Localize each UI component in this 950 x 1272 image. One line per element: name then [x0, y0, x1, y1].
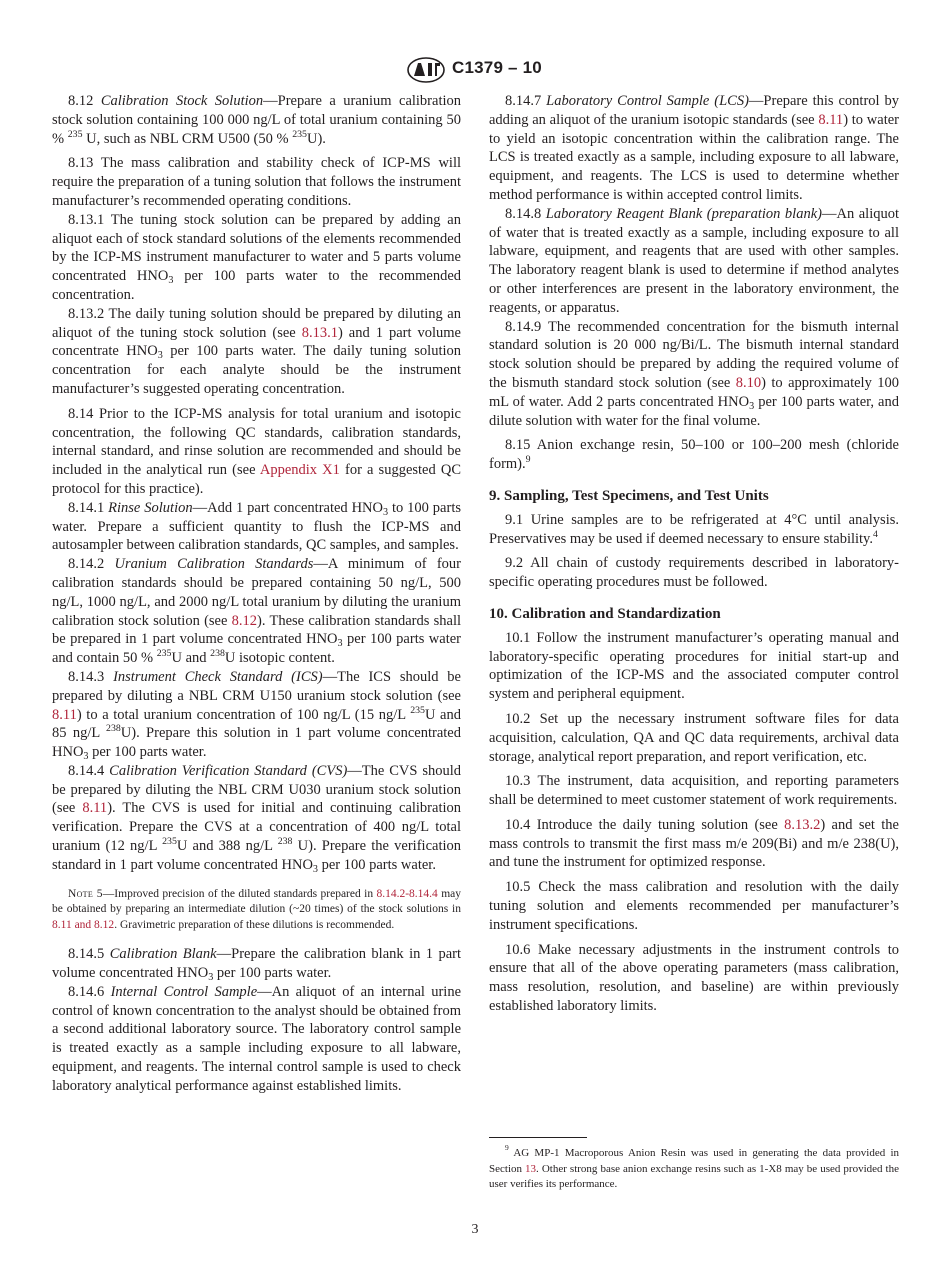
paragraph-10-6: 10.6 Make necessary adjustments in the instrument controls to ensure that all of the above operating parameters (mass calibration, mass resolution, resolution, and baseline) are within previously established laboratory limits. [489, 941, 899, 1015]
paragraph-8-14-2: 8.14.2 Uranium Calibration Standards—A minimum of four calibration standards should be prepared containing 50 ng/L, 500 ng/L, 1000 ng/L, and 2000 ng/L total uranium by diluting the uranium calibration stock solution (see 8.12). These calibration standards shall be prepared in 1 part volume concentrated $HNO_3$ per 100 parts water and contain 50 % $^{235}$U and $^{238}$U isotopic content. [52, 556, 461, 667]
note-5: Note 5—Improved precision of the diluted standards prepared in 8.14.2-8.14.4 may be obtained by preparing an intermediate dilution (~20 times) of the stock solutions in 8.11 and 8.12. Gravimetric preparation of these dilutions is recommended. [52, 887, 461, 931]
paragraph-8-14-5: 8.14.5 Calibration Blank—Prepare the calibration blank in 1 part volume concentrated $HNO_3$ per 100 parts water. [52, 946, 462, 983]
footnote-divider [489, 1137, 587, 1138]
paragraph-10-2: 10.2 Set up the necessary instrument software files for data acquisition, calculation, QA and QC data requirements, archival data storage, analytical report preparation, and report verification, etc. [489, 710, 899, 765]
page-number: 3 [471, 1222, 479, 1237]
footnote-ref-9[interactable]: 9 [525, 454, 531, 466]
paragraph-10-4: 10.4 Introduce the daily tuning solution (see 8.13.2) and set the mass controls to transmit the first mass m/e 209(Bi) and m/e 238(U), and tune the instrument for optimized response. [489, 816, 899, 871]
paragraph-8-14-1: 8.14.1 Rinse Solution—Add 1 part concentrated $HNO_3$ to 100 parts water. Prepare a sufficient quantity to flush the ICP-MS and autosampler between calibration standards, QC samples, and samples. [52, 499, 461, 554]
paragraph-9-2: 9.2 All chain of custody requirements described in laboratory-specific operating procedures must be followed. [489, 555, 899, 591]
paragraph-8-14-6: 8.14.6 Internal Control Sample—An aliquot of an internal urine control of known concentration to the analyst should be obtained from a second additional laboratory source. The laboratory control sample is treated exactly as a sample including exposure to all labware, equipment, and reagents. The internal control sample is used to check laboratory analytical performance against established limits. [52, 983, 462, 1094]
left-column [52, 92, 461, 1096]
section-heading-10: 10. Calibration and Standardization [489, 605, 721, 622]
xref-8-13-2-link[interactable]: 8.13.2 [784, 816, 821, 833]
paragraph-8-14-7: 8.14.7 Laboratory Control Sample (LCS)—Prepare this control by adding an aliquot of the uranium isotopic standards (see 8.11) to water to yield an isotopic concentration within the calibration range. The LCS is treated exactly as a sample, including exposure to all labware, equipment, and reagents. The LCS is used to determine whether method performance is within accepted control limits. [489, 93, 900, 203]
paragraph-10-1: 10.1 Follow the instrument manufacturer’s operating manual and laboratory-specific operating procedures for initial start-up and optimization of the ICP-MS and the associated computer control system and peripheral equipment. [489, 629, 899, 703]
paragraph-8-15: 8.15 Anion exchange resin, 50–100 or 100–200 mesh (chloride form).$^9$ [489, 437, 899, 473]
section-heading-9: 9. Sampling, Test Specimens, and Test Units [489, 487, 769, 504]
xref-8-12-link[interactable]: 8.12 [231, 612, 258, 629]
paragraph-8-13: 8.13 The mass calibration and stability check of ICP-MS will require the preparation of a tuning solution that follows the instrument manufacturer’s recommended operating conditions. [52, 155, 461, 209]
paragraph-8-14-8: 8.14.8 Laboratory Reagent Blank (preparation blank)—An aliquot of water that is treated exactly as a sample, including exposure to all labware, equipment, and reagents that are used with other samples. The laboratory reagent blank is used to determine if method analytes or other interferences are present in the laboratory environment, the reagents, or apparatus. [489, 205, 900, 316]
document-designation: C1379 – 10 [452, 58, 542, 77]
paragraph-8-14-4: 8.14.4 Calibration Verification Standard (CVS)—The CVS should be prepared by diluting the NBL CRM U030 uranium stock solution (see 8.11). The CVS is used for initial and continuing calibration verification. Prepare the CVS at a concentration of 400 ng/L total uranium (12 ng/L $^{235}$U and 388 ng/L $^{238}$ U). Prepare the verification standard in 1 part volume concentrated $HNO_3$ per 100 parts water. [52, 762, 462, 875]
paragraph-8-13-1: 8.13.1 The tuning stock solution can be prepared by adding an aliquot each of stock standard solutions of the elements recommended by the ICP-MS instrument manufacturer to water and 5 parts volume concentrated $HNO_3$ per 100 parts water to the recommended concentration. [52, 211, 462, 303]
xref-8-11-link[interactable]: 8.11 [82, 800, 108, 817]
paragraph-8-14-9: 8.14.9 The recommended concentration for the bismuth internal standard solution is 20 000 ng/Bi/L. The bismuth internal standard stock solution should be prepared by adding the required volume of the bismuth standard stock solution (see 8.10) to approximately 100 mL of water. Add 2 parts concentrated $HNO_3$ per 100 parts water, and dilute solution with water for the final volume. [489, 318, 900, 429]
astm-logo-icon [405, 56, 447, 84]
paragraph-10-5: 10.5 Check the mass calibration and resolution with the daily tuning solution and elements recommended per manufacturer’s instrument specifications. [489, 879, 899, 933]
page-header [0, 56, 950, 86]
paragraph-9-1: 9.1 Urine samples are to be refrigerated at 4°C until analysis. Preservatives may be used if deemed necessary to ensure stability.$^4$ [489, 511, 899, 547]
xref-appendix-x1-link[interactable]: Appendix X1 [259, 462, 340, 479]
xref-8-11-link[interactable]: 8.11 [818, 111, 844, 128]
right-column [489, 92, 899, 1016]
paragraph-8-12: 8.12 Calibration Stock Solution—Prepare a uranium calibration stock solution containing 100 000 ng/L of total uranium containing 50 % $^{235}$ U, such as NBL CRM U500 (50 % $^{235}$U). [52, 93, 462, 147]
paragraph-8-14: 8.14 Prior to the ICP-MS analysis for total uranium and isotopic concentration, the following QC standards, calibration standards, internal standard, and rinse solution are recommended and should be included in the analytical run (see Appendix X1 for a suggested QC protocol for this practice). [52, 405, 462, 497]
xref-8-11-and-8-12-link[interactable]: 8.11 and 8.12 [52, 918, 115, 931]
footnote-ref-4[interactable]: 4 [873, 528, 878, 540]
footnote-9: $^9$ AG MP-1 Macroporous Anion Resin was used in generating the data provided in Section 13. Other strong base anion exchange resins such as 1-X8 may be used provided the user verifies its performance. [489, 1143, 900, 1190]
paragraph-8-14-3: 8.14.3 Instrument Check Standard (ICS)—The ICS should be prepared by diluting a NBL CRM U150 uranium stock solution (see 8.11) to a total uranium concentration of 100 ng/L (15 ng/L $^{235}$U and 85 ng/L $^{238}$U). Prepare this solution in 1 part volume concentrated $HNO_3$ per 100 parts water. [52, 668, 461, 763]
xref-section-13-link[interactable]: 13 [525, 1162, 537, 1175]
paragraph-8-13-2: 8.13.2 The daily tuning solution should be prepared by diluting an aliquot of the tuning stock solution (see 8.13.1) and 1 part volume concentrate $HNO_3$ per 100 parts water. The daily tuning solution concentration for each analyte should be the instrument manufacturer’s suggested operating concentration. [52, 305, 461, 397]
xref-8-10-link[interactable]: 8.10 [735, 374, 762, 391]
xref-8-14-2-range-link[interactable]: 8.14.2-8.14.4 [376, 887, 438, 900]
paragraph-10-3: 10.3 The instrument, data acquisition, and reporting parameters shall be determined to meet customer statement of work requirements. [489, 773, 899, 809]
xref-8-13-1-link[interactable]: 8.13.1 [301, 324, 338, 341]
xref-8-11-link[interactable]: 8.11 [52, 706, 77, 723]
